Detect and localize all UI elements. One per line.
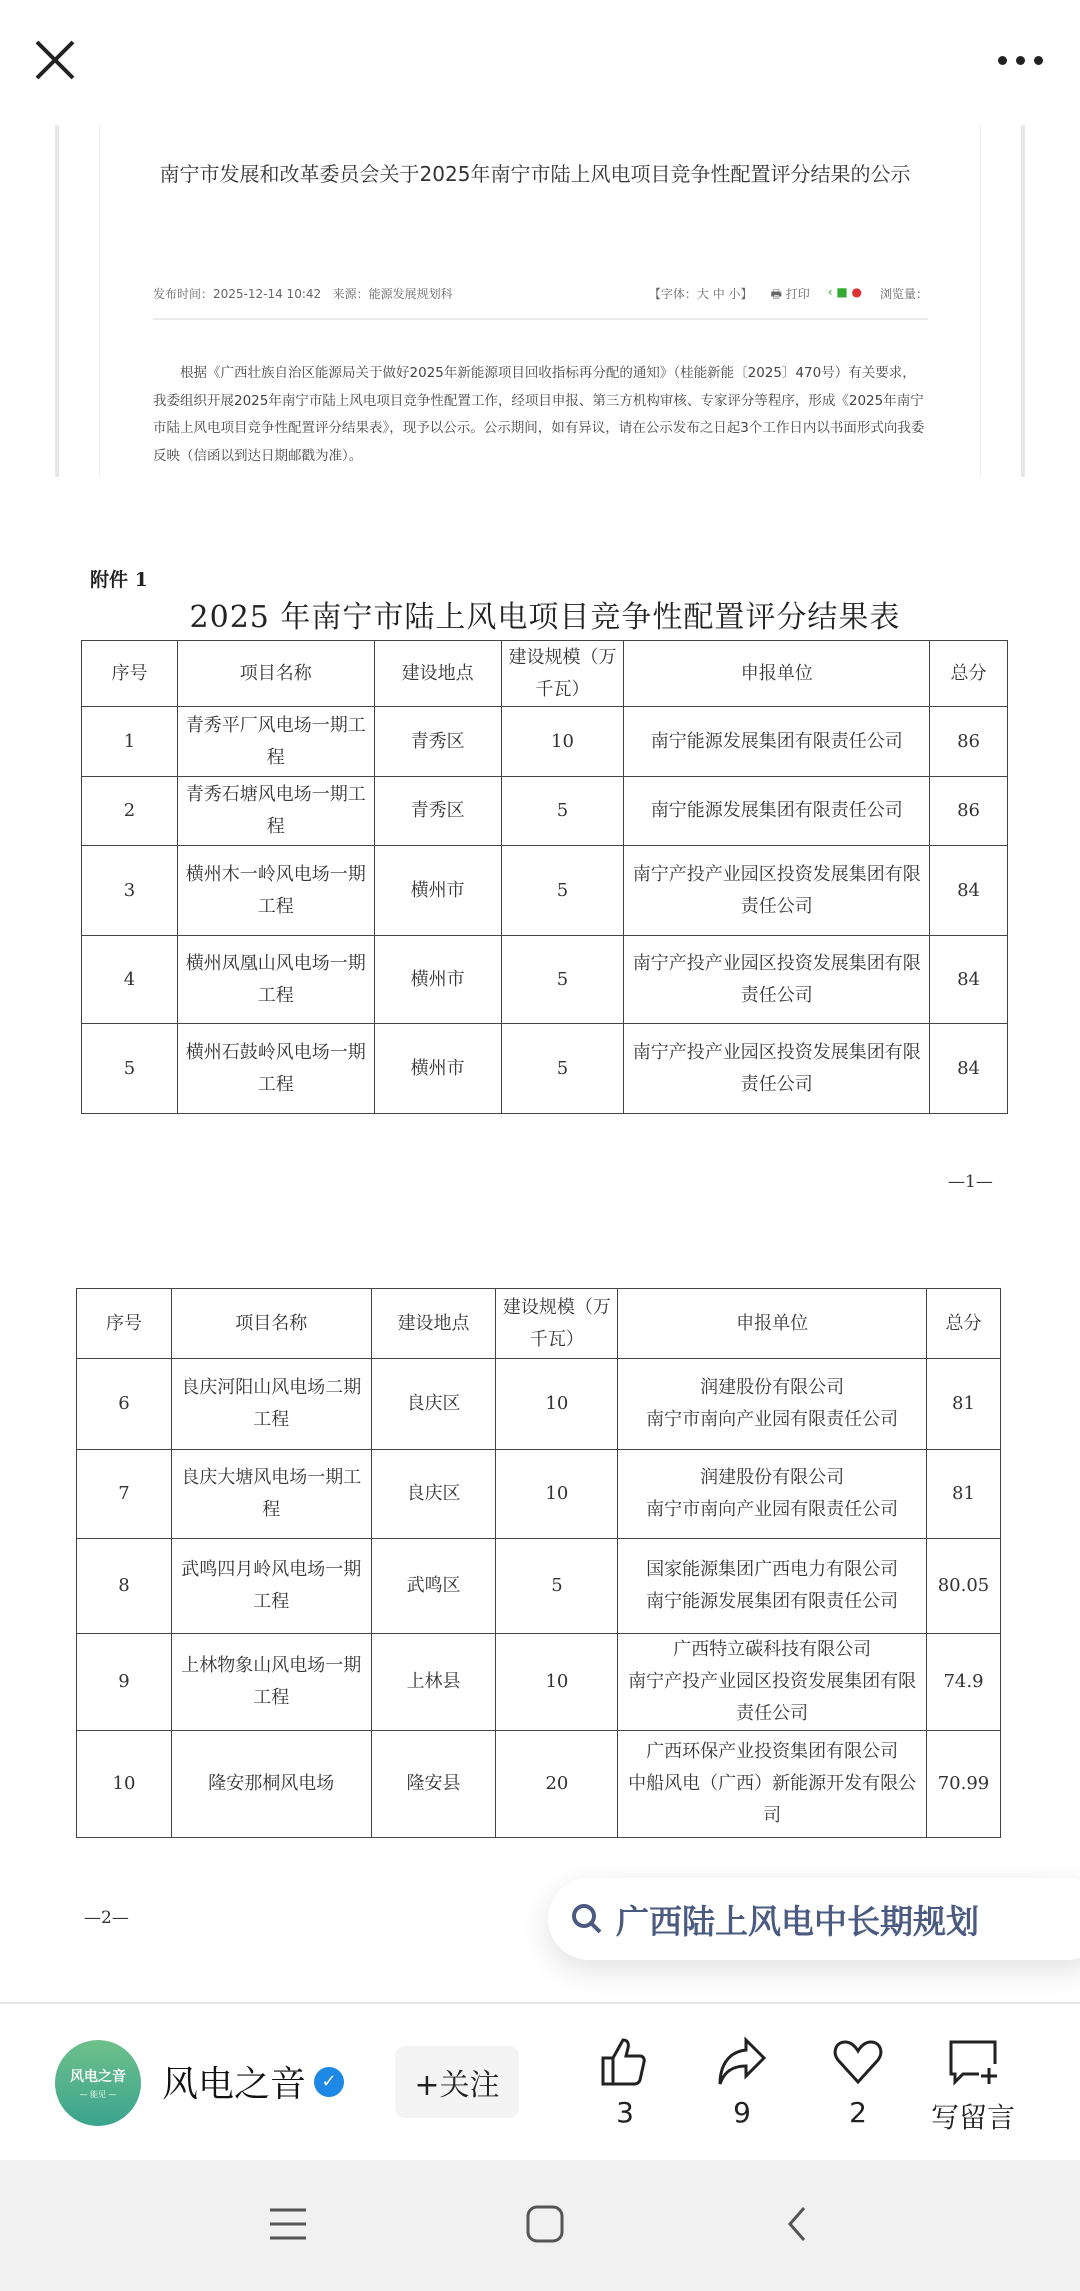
column-header: 建设规模（万千瓦） — [496, 1289, 618, 1359]
cell-scale: 5 — [501, 846, 624, 936]
page-number-2: —2— — [84, 1908, 129, 1928]
results-table-page1 — [81, 640, 1008, 1114]
comment-button[interactable]: 写留言 — [923, 2034, 1023, 2136]
cell-no: 3 — [82, 846, 178, 936]
cell-no: 8 — [77, 1539, 172, 1634]
column-header: 建设地点 — [374, 641, 501, 707]
cell-unit: 南宁产投产业园区投资发展集团有限责任公司 — [624, 846, 930, 936]
column-header: 项目名称 — [177, 641, 374, 707]
cell-name: 横州凤凰山风电场一期工程 — [177, 936, 374, 1024]
cell-name: 上林物象山风电场一期工程 — [171, 1634, 371, 1731]
article-body: 根据《广西壮族自治区能源局关于做好2025年新能源项目回收指标再分配的通知》（桂能新能〔2025〕470号）有关要求，我委组织开展2025年南宁市陆上风电项目竞争性配置工作，经项目申报、第三方机构审核、专家评分等程序，形成《2025年南宁市陆上风电项目竞争性配置评分结果表》，现予以公示。公示期间，如有异议，请在公示发布之日起3个工作日内以书面形式向我委反映（信函以到达日期邮戳为准）。 — [153, 365, 925, 464]
publish-time: 发布时间：2025-12-14 10:42 — [153, 287, 322, 301]
table-header — [77, 1289, 1001, 1359]
search-icon — [570, 1902, 604, 1936]
close-icon[interactable] — [30, 35, 80, 85]
cell-no: 6 — [77, 1359, 172, 1450]
system-nav-bar — [0, 2160, 1080, 2291]
cell-no: 1 — [82, 707, 178, 777]
column-header: 申报单位 — [618, 1289, 927, 1359]
cell-name: 青秀石塘风电场一期工程 — [177, 777, 374, 846]
cell-name: 良庆大塘风电场一期工程 — [171, 1450, 371, 1539]
cell-unit: 国家能源集团广西电力有限公司 南宁能源发展集团有限责任公司 — [618, 1539, 927, 1634]
table-row — [77, 1731, 1001, 1838]
cell-score: 84 — [930, 846, 1008, 936]
cell-score: 81 — [926, 1450, 1000, 1539]
thumbs-up-icon — [597, 2034, 653, 2090]
avatar[interactable]: 风电之音 — 能见 — — [55, 2040, 141, 2126]
results-table-page2 — [76, 1288, 1001, 1838]
share-icons[interactable]: ‹ ■ ● — [827, 285, 862, 299]
cell-no: 10 — [77, 1731, 172, 1838]
views: 浏览量： — [879, 287, 928, 301]
cell-unit: 南宁能源发展集团有限责任公司 — [624, 777, 930, 846]
cell-score: 86 — [930, 777, 1008, 846]
cell-unit: 南宁产投产业园区投资发展集团有限责任公司 — [624, 936, 930, 1024]
table-row — [77, 1634, 1001, 1731]
column-header: 建设规模（万千瓦） — [501, 641, 624, 707]
cell-place: 武鸣区 — [371, 1539, 496, 1634]
cell-place: 横州市 — [374, 846, 501, 936]
cell-place: 青秀区 — [374, 707, 501, 777]
source: 来源：能源发展规划科 — [332, 287, 453, 301]
cell-place: 隆安县 — [371, 1731, 496, 1838]
table-row — [82, 1024, 1008, 1114]
cell-no: 2 — [82, 777, 178, 846]
table-row — [77, 1450, 1001, 1539]
heart-icon — [830, 2034, 886, 2090]
favorite-button[interactable]: 2 — [808, 2034, 908, 2129]
table-row — [77, 1539, 1001, 1634]
table-row — [82, 777, 1008, 846]
cell-score: 70.99 — [926, 1731, 1000, 1838]
cell-scale: 10 — [496, 1450, 618, 1539]
cell-no: 5 — [82, 1024, 178, 1114]
comment-add-icon — [945, 2034, 1001, 2090]
cell-place: 上林县 — [371, 1634, 496, 1731]
table-row — [82, 846, 1008, 936]
table-title: 2025 年南宁市陆上风电项目竞争性配置评分结果表 — [189, 600, 901, 635]
cell-no: 4 — [82, 936, 178, 1024]
cell-name: 横州石鼓岭风电场一期工程 — [177, 1024, 374, 1114]
share-icon — [714, 2034, 770, 2090]
cell-unit: 润建股份有限公司 南宁市南向产业园有限责任公司 — [618, 1359, 927, 1450]
cell-score: 86 — [930, 707, 1008, 777]
cell-no: 7 — [77, 1450, 172, 1539]
cell-score: 80.05 — [926, 1539, 1000, 1634]
cell-no: 9 — [77, 1634, 172, 1731]
cell-scale: 5 — [501, 1024, 624, 1114]
column-header: 申报单位 — [624, 641, 930, 707]
cell-name: 横州木一岭风电场一期工程 — [177, 846, 374, 936]
table-header — [82, 641, 1008, 707]
cell-scale: 5 — [501, 936, 624, 1024]
cell-scale: 5 — [501, 777, 624, 846]
cell-score: 84 — [930, 936, 1008, 1024]
cell-scale: 10 — [496, 1359, 618, 1450]
cell-score: 84 — [930, 1024, 1008, 1114]
cell-unit: 广西特立碳科技有限公司 南宁产投产业园区投资发展集团有限责任公司 — [618, 1634, 927, 1731]
cell-place: 青秀区 — [374, 777, 501, 846]
verified-icon: ✓ — [314, 2067, 344, 2097]
cell-scale: 20 — [496, 1731, 618, 1838]
cell-name: 武鸣四月岭风电场一期工程 — [171, 1539, 371, 1634]
menu-icon[interactable] — [268, 2206, 308, 2246]
cell-unit: 广西环保产业投资集团有限公司 中船风电（广西）新能源开发有限公司 — [618, 1731, 927, 1838]
cell-unit: 润建股份有限公司 南宁市南向产业园有限责任公司 — [618, 1450, 927, 1539]
cell-scale: 10 — [496, 1634, 618, 1731]
column-header: 序号 — [82, 641, 178, 707]
author-bar — [0, 2004, 1080, 2160]
cell-score: 81 — [926, 1359, 1000, 1450]
printer-icon: 🖶 — [770, 287, 782, 301]
column-header: 项目名称 — [171, 1289, 371, 1359]
cell-place: 良庆区 — [371, 1359, 496, 1450]
column-header: 序号 — [77, 1289, 172, 1359]
table-row — [77, 1359, 1001, 1450]
attachment-label: 附件 1 — [90, 569, 148, 591]
share-button[interactable]: 9 — [692, 2034, 792, 2129]
home-icon[interactable] — [525, 2204, 565, 2248]
back-icon[interactable] — [782, 2204, 812, 2248]
cell-name: 青秀平厂风电场一期工程 — [177, 707, 374, 777]
cell-unit: 南宁能源发展集团有限责任公司 — [624, 707, 930, 777]
cell-score: 74.9 — [926, 1634, 1000, 1731]
top-bar — [0, 0, 1080, 125]
column-header: 总分 — [930, 641, 1008, 707]
cell-place: 横州市 — [374, 936, 501, 1024]
cell-scale: 5 — [496, 1539, 618, 1634]
cell-unit: 南宁产投产业园区投资发展集团有限责任公司 — [624, 1024, 930, 1114]
font-size-control[interactable]: 【字体：大 中 小】 — [648, 287, 753, 301]
follow-button[interactable]: +关注 — [395, 2046, 519, 2118]
cell-place: 良庆区 — [371, 1450, 496, 1539]
article-title: 南宁市发展和改革委员会关于2025年南宁市陆上风电项目竞争性配置评分结果的公示 — [159, 162, 911, 186]
page-number-1: —1— — [948, 1172, 993, 1192]
cell-name: 良庆河阳山风电场二期工程 — [171, 1359, 371, 1450]
like-button[interactable]: 3 — [575, 2034, 675, 2129]
article-meta — [153, 285, 928, 320]
cell-scale: 10 — [501, 707, 624, 777]
print-button[interactable]: 🖶 打印 — [770, 287, 810, 301]
table-row — [82, 936, 1008, 1024]
author-name[interactable]: 风电之音 ✓ — [162, 2056, 344, 2107]
more-icon[interactable] — [990, 40, 1050, 80]
column-header: 建设地点 — [371, 1289, 496, 1359]
search-suggestion[interactable]: 广西陆上风电中长期规划 — [548, 1878, 1080, 1960]
cell-place: 横州市 — [374, 1024, 501, 1114]
column-header: 总分 — [926, 1289, 1000, 1359]
table-row — [82, 707, 1008, 777]
cell-name: 隆安那桐风电场 — [171, 1731, 371, 1838]
